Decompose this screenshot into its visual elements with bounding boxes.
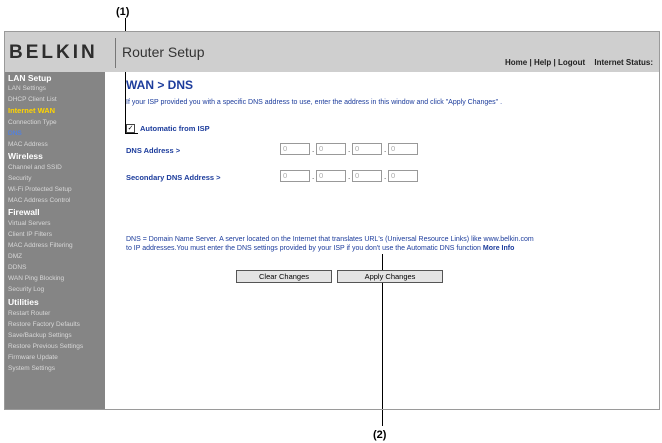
belkin-logo: BELKIN [9, 42, 98, 63]
sidebar-item-wps[interactable]: Wi-Fi Protected Setup [8, 186, 72, 193]
octet-separator: . [348, 145, 351, 154]
sidebar-item-mac-address-control[interactable]: MAC Address Control [8, 197, 71, 204]
dns-octet-1-input[interactable]: 0 [280, 143, 310, 155]
sidebar-item-mac-address-filtering[interactable]: MAC Address Filtering [8, 242, 73, 249]
sidebar-item-wan-ping-blocking[interactable]: WAN Ping Blocking [8, 275, 65, 282]
apply-changes-button[interactable]: Apply Changes [337, 270, 443, 283]
secondary-dns-octet-3-input[interactable]: 0 [352, 170, 382, 182]
sidebar-item-internet-wan[interactable]: Internet WAN [8, 106, 56, 115]
dns-explanation-text: DNS = Domain Name Server. A server located on the Internet that translates URL's (Universal Resource Links) like www.belkin.com to IP addresses.You must enter the DNS settings provided by your ISP if you don't use the Automatic DNS function [126, 236, 534, 252]
sidebar-item-security-log[interactable]: Security Log [8, 286, 45, 293]
help-link[interactable]: Help [533, 58, 552, 67]
dns-octet-3-input[interactable]: 0 [352, 143, 382, 155]
nav-separator: | [553, 58, 556, 67]
sidebar-item-restore-factory-defaults[interactable]: Restore Factory Defaults [8, 321, 80, 328]
secondary-dns-address-label: Secondary DNS Address > [126, 173, 221, 182]
automatic-from-isp-checkbox[interactable]: ✓ [127, 125, 134, 132]
sidebar-item-lan-settings[interactable]: LAN Settings [8, 85, 46, 92]
octet-separator: . [312, 172, 315, 181]
sidebar-item-save-backup-settings[interactable]: Save/Backup Settings [8, 332, 72, 339]
clear-changes-button[interactable]: Clear Changes [236, 270, 332, 283]
automatic-from-isp-label: Automatic from ISP [140, 124, 210, 133]
sidebar-item-connection-type[interactable]: Connection Type [8, 119, 57, 126]
sidebar-item-ddns[interactable]: DDNS [8, 264, 27, 271]
callout-2: (2) [373, 429, 387, 441]
more-info-link[interactable]: More Info [482, 244, 515, 252]
secondary-dns-octet-4-input[interactable]: 0 [388, 170, 418, 182]
internet-status-label: Internet Status: [594, 58, 654, 67]
top-nav [505, 58, 653, 67]
sidebar-item-channel-ssid[interactable]: Channel and SSID [8, 164, 62, 171]
sidebar-heading-utilities[interactable]: Utilities [8, 297, 39, 307]
sidebar-item-dhcp-client-list[interactable]: DHCP Client List [8, 96, 57, 103]
main-content [105, 72, 660, 410]
logout-link[interactable]: Logout [558, 58, 586, 67]
automatic-from-isp-row [126, 124, 210, 133]
page-title: WAN > DNS [126, 78, 194, 92]
header-bar [5, 32, 659, 72]
logo-divider [115, 38, 116, 68]
callout-1: (1) [116, 6, 130, 18]
sidebar-item-dns[interactable]: DNS [8, 130, 22, 137]
sidebar-heading-wireless[interactable]: Wireless [8, 151, 43, 161]
sidebar-item-restore-previous-settings[interactable]: Restore Previous Settings [8, 343, 84, 350]
nav-separator: | [529, 58, 532, 67]
intro-text: If your ISP provided you with a specific DNS address to use, enter the address in this window and click "Apply Changes" . [126, 99, 503, 106]
app-title: Router Setup [122, 44, 205, 60]
octet-separator: . [348, 172, 351, 181]
sidebar-item-dmz[interactable]: DMZ [8, 253, 23, 260]
sidebar-item-restart-router[interactable]: Restart Router [8, 310, 51, 317]
secondary-dns-octet-2-input[interactable]: 0 [316, 170, 346, 182]
sidebar-item-client-ip-filters[interactable]: Client IP Filters [8, 231, 52, 238]
octet-separator: . [312, 145, 315, 154]
secondary-dns-octet-1-input[interactable]: 0 [280, 170, 310, 182]
sidebar [5, 72, 105, 410]
router-window [4, 31, 660, 410]
sidebar-item-mac-address[interactable]: MAC Address [8, 141, 48, 148]
dns-address-label: DNS Address > [126, 146, 181, 155]
octet-separator: . [384, 172, 387, 181]
sidebar-item-security[interactable]: Security [8, 175, 32, 182]
home-link[interactable]: Home [505, 58, 528, 67]
octet-separator: . [384, 145, 387, 154]
dns-explanation-note [126, 236, 536, 253]
dns-octet-2-input[interactable]: 0 [316, 143, 346, 155]
sidebar-heading-lan-setup[interactable]: LAN Setup [8, 73, 52, 83]
sidebar-heading-firewall[interactable]: Firewall [8, 207, 40, 217]
sidebar-item-system-settings[interactable]: System Settings [8, 365, 55, 372]
sidebar-item-virtual-servers[interactable]: Virtual Servers [8, 220, 51, 227]
dns-octet-4-input[interactable]: 0 [388, 143, 418, 155]
sidebar-item-firmware-update[interactable]: Firmware Update [8, 354, 58, 361]
